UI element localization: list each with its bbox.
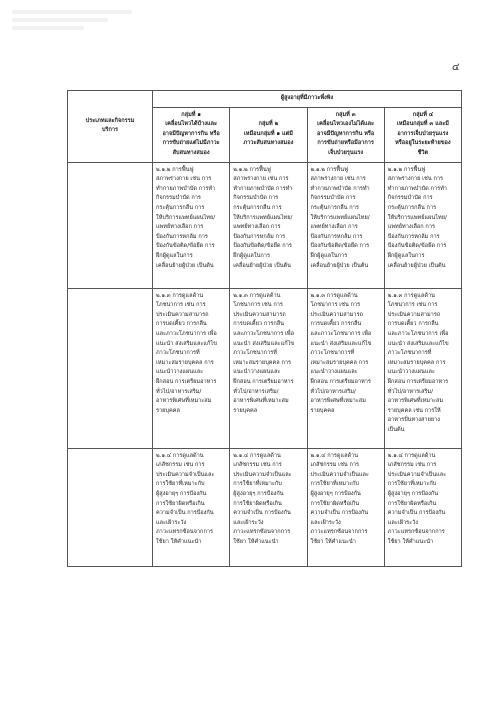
table-cell: ๒.๑.๒ การฟื้นฟู สภาพร่างกาย เช่น การ ทำกายภาพบำบัด การทำ กิจกรรมบำบัด การ กระตุ้นการกลืน การ ให้บริการแพทย์แผนไทย/ แพทย์ทางเลือก การ ป้องกันการหกล้ม การ ป้องกันข้อติด/ข้อยึด การ ฝึกผู้ดูแลในการ เคลื่อนย้ายผู้ป่วย เป็นต้น xyxy=(230,162,307,288)
table-row xyxy=(68,288,462,448)
service-table xyxy=(67,90,462,567)
table-cell: ๒.๑.๒ การฟื้นฟู สภาพร่างกาย เช่น การ ทำกายภาพบำบัด การทำ กิจกรรมบำบัด การ กระตุ้นการกลืน การ ให้บริการแพทย์แผนไทย/ แพทย์ทางเลือก การ ป้องกันการหกล้ม การ ป้องกันข้อติด/ข้อยึด การ ฝึกผู้ดูแลในการ เคลื่อนย้ายผู้ป่วย เป็นต้น xyxy=(307,162,384,288)
row-label-cell xyxy=(68,162,153,288)
table-cell: ๒.๑.๓ การดูแลด้าน โภชนาการ เช่น การ ประเมินความสามารถ การบดเคี้ยว การกลืน และภาวะโภชนาการ เพื่อ แนะนำ ส่งเสริมและแก้ไข ภาวะโภชนาการที่ เหมาะสมรายบุคคล การ แนะนำวางแผนและ ฝึกสอน การเตรียมอาหาร ทั่วไป/อาหารเสริม/ อาหารพิเศษที่เหมาะสม รายบุคคล xyxy=(153,288,230,448)
group-3-header: กลุ่มที่ ๓ เคลื่อนไหวเองไม่ได้และ อาจมีปัญหาการกิน หรือ การขับถ่ายหรือมีอาการ เจ็บป่วยรุนแรง xyxy=(307,107,384,162)
row-label-cell xyxy=(68,448,153,566)
dependent-elderly-header: ผู้สูงอายุที่มีภาวะพึ่งพิง xyxy=(153,91,462,108)
table-cell: ๒.๑.๒ การฟื้นฟู สภาพร่างกาย เช่น การ ทำกายภาพบำบัด การทำ กิจกรรมบำบัด การ กระตุ้นการกลืน การ ให้บริการแพทย์แผนไทย/ แพทย์ทางเลือก การ ป้องกันการหกล้ม การ ป้องกันข้อติด/ข้อยึด การ ฝึกผู้ดูแลในการ เคลื่อนย้ายผู้ป่วย เป็นต้น xyxy=(153,162,230,288)
table-cell: ๒.๑.๓ การดูแลด้าน โภชนาการ เช่น การ ประเมินความสามารถ การบดเคี้ยว การกลืน และภาวะโภชนาการ เพื่อ แนะนำ ส่งเสริมและแก้ไข ภาวะโภชนาการที่ เหมาะสมรายบุคคล การ แนะนำวางแผนและ ฝึกสอน การเตรียมอาหาร ทั่วไป/อาหารเสริม/ อาหารพิเศษที่เหมาะสม รายบุคคล เช่น การให้ อาหารปั่นทางสายยาง เป็นต้น xyxy=(384,288,461,448)
page-number: ๔ xyxy=(452,62,460,73)
group-4-header: กลุ่มที่ ๔ เหมือนกลุ่มที่ ๓ และมี อาการเจ็บป่วยรุนแรง หรืออยู่ในระยะท้ายของ ชีวิต xyxy=(384,107,461,162)
table-cell: ๒.๑.๓ การดูแลด้าน โภชนาการ เช่น การ ประเมินความสามารถ การบดเคี้ยว การกลืน และภาวะโภชนาการ เพื่อ แนะนำ ส่งเสริมและแก้ไข ภาวะโภชนาการที่ เหมาะสมรายบุคคล การ แนะนำวางแผนและ ฝึกสอน การเตรียมอาหาร ทั่วไป/อาหารเสริม/ อาหารพิเศษที่เหมาะสม รายบุคคล xyxy=(307,288,384,448)
table-row xyxy=(68,162,462,288)
row-label-cell xyxy=(68,288,153,448)
table-cell: ๒.๑.๔ การดูแลด้าน เภสัชกรรม เช่น การ ประเมินความจำเป็นและ การใช้ยาที่เหมาะกับ ผู้สูงอายุๆ การป้องกัน การใช้ยาผิดหรือเกิน ความจำเป็น การป้องกัน และเฝ้าระวัง ภาวะแทรกซ้อนจากการ ใช้ยา ให้คำแนะนำ xyxy=(153,448,230,566)
table-cell: ๒.๑.๒ การฟื้นฟู สภาพร่างกาย เช่น การ ทำกายภาพบำบัด การทำ กิจกรรมบำบัด การ กระตุ้นการกลืน การ ให้บริการแพทย์แผนไทย/ แพทย์ทางเลือก การ ป้องกันการหกล้ม การ ป้องกันข้อติด/ข้อยึด การ ฝึกผู้ดูแลในการ เคลื่อนย้ายผู้ป่วย เป็นต้น xyxy=(384,162,461,288)
group-2-header: กลุ่มที่ ๒ เหมือนกลุ่มที่ ๑ แต่มี ภาวะสับสนทางสมอง xyxy=(230,107,307,162)
table-cell: ๒.๑.๔ การดูแลด้าน เภสัชกรรม เช่น การ ประเมินความจำเป็นและ การใช้ยาที่เหมาะกับ ผู้สูงอายุๆ การป้องกัน การใช้ยาผิดหรือเกิน ความจำเป็น การป้องกัน และเฝ้าระวัง ภาวะแทรกซ้อนจากการ ใช้ยา ให้คำแนะนำ xyxy=(230,448,307,566)
service-type-header: ประเภทและกิจกรรม บริการ xyxy=(68,91,153,163)
table-row xyxy=(68,448,462,566)
group-1-header: กลุ่มที่ ๑ เคลื่อนไหวได้บ้างและ อาจมีปัญหาการกิน หรือ การขับถ่ายแต่ไม่มีภาวะ สับสนทางสมอง xyxy=(153,107,230,162)
faded-header-smudge xyxy=(12,6,132,36)
table-cell: ๒.๑.๓ การดูแลด้าน โภชนาการ เช่น การ ประเมินความสามารถ การบดเคี้ยว การกลืน และภาวะโภชนาการ เพื่อ แนะนำ ส่งเสริมและแก้ไข ภาวะโภชนาการที่ เหมาะสมรายบุคคล การ แนะนำวางแผนและ ฝึกสอน การเตรียมอาหาร ทั่วไป/อาหารเสริม/ อาหารพิเศษที่เหมาะสม รายบุคคล xyxy=(230,288,307,448)
table-cell: ๒.๑.๔ การดูแลด้าน เภสัชกรรม เช่น การ ประเมินความจำเป็นและ การใช้ยาที่เหมาะกับ ผู้สูงอายุๆ การป้องกัน การใช้ยาผิดหรือเกิน ความจำเป็น การป้องกัน และเฝ้าระวัง ภาวะแทรกซ้อนจากการ ใช้ยา ให้คำแนะนำ xyxy=(307,448,384,566)
table-cell: ๒.๑.๔ การดูแลด้าน เภสัชกรรม เช่น การ ประเมินความจำเป็นและ การใช้ยาที่เหมาะกับ ผู้สูงอายุๆ การป้องกัน การใช้ยาผิดหรือเกิน ความจำเป็น การป้องกัน และเฝ้าระวัง ภาวะแทรกซ้อนจากการ ใช้ยา ให้คำแนะนำ xyxy=(384,448,461,566)
